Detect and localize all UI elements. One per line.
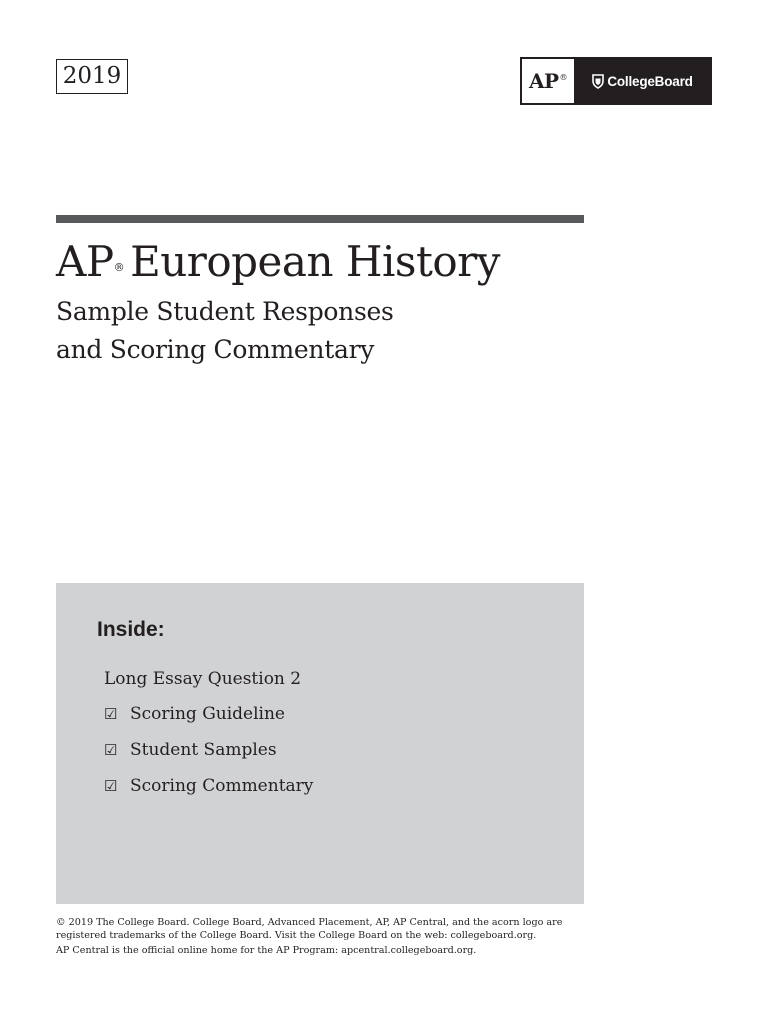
copyright-text <box>56 916 656 942</box>
ap-logo <box>522 59 574 103</box>
inside-panel <box>56 583 584 904</box>
collegeboard-logo-text: CollegeBoard <box>607 73 693 89</box>
title-rule <box>56 215 584 223</box>
checklist-item-label: Student Samples <box>130 740 277 760</box>
checklist-item-student-samples <box>104 740 313 760</box>
checklist-item-scoring-guideline <box>104 704 313 724</box>
subtitle-line-1: Sample Student Responses <box>56 297 394 326</box>
subtitle-line-2: and Scoring Commentary <box>56 335 375 364</box>
title-ap: AP <box>56 237 114 286</box>
copyright-footer <box>56 916 656 957</box>
ap-central-text: AP Central is the official online home for the AP Program: apcentral.collegeboard.org. <box>56 945 477 956</box>
ap-logo-text: AP <box>528 69 559 93</box>
checkbox-checked-icon: ☑ <box>104 777 118 795</box>
inside-heading: Inside: <box>97 618 165 641</box>
copyright-line-1: © 2019 The College Board. College Board, Advanced Placement, AP, AP Central, and the acorn logo are <box>56 917 563 928</box>
checkbox-checked-icon: ☑ <box>104 705 118 723</box>
year-badge: 2019 <box>56 59 128 94</box>
copyright-line-2: registered trademarks of the College Board. Visit the College Board on the web: collegeboard.org. <box>56 930 537 941</box>
title-subject: European History <box>130 237 500 286</box>
title-registered-mark: ® <box>113 261 125 274</box>
page-subtitle <box>56 293 394 369</box>
ap-logo-registered-mark: ® <box>559 72 568 82</box>
page-title <box>56 235 500 289</box>
collegeboard-logo <box>574 59 710 103</box>
checklist-item-scoring-commentary <box>104 776 313 796</box>
ap-collegeboard-logo <box>520 57 712 105</box>
checkbox-checked-icon: ☑ <box>104 741 118 759</box>
question-title: Long Essay Question 2 <box>104 669 302 689</box>
contents-checklist <box>104 704 313 812</box>
checklist-item-label: Scoring Commentary <box>130 776 314 796</box>
acorn-icon <box>591 73 605 89</box>
checklist-item-label: Scoring Guideline <box>130 704 285 724</box>
